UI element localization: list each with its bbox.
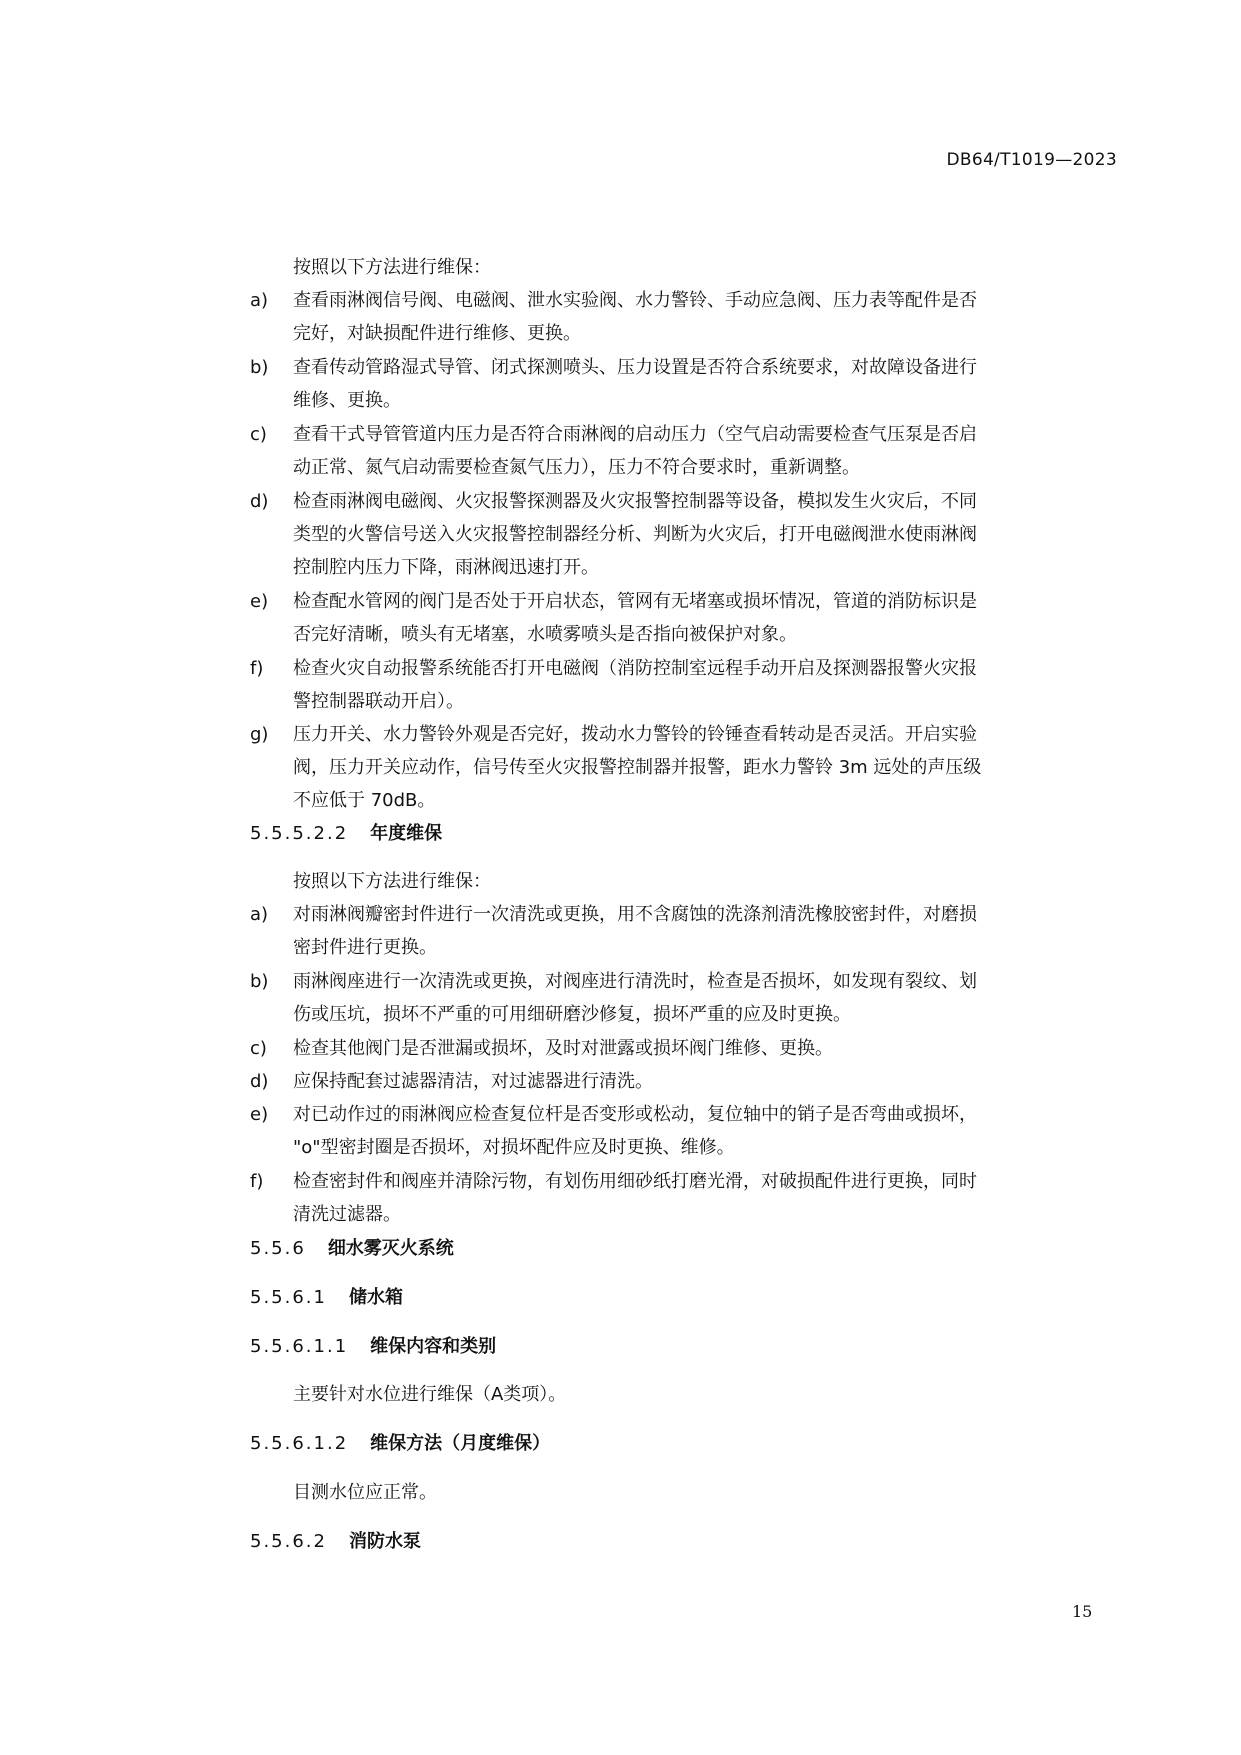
list-item-line: 控制腔内压力下降，雨淋阀迅速打开。	[293, 557, 599, 578]
list-item	[250, 1098, 1130, 1164]
list-item	[250, 284, 1130, 350]
list-marker: g)	[250, 724, 269, 745]
list-marker: d)	[250, 1071, 269, 1092]
list-marker: f)	[250, 1171, 264, 1192]
list-item-line: 应保持配套过滤器清洁，对过滤器进行清洗。	[293, 1071, 653, 1092]
list-item-line: 检查火灾自动报警系统能否打开电磁阀（消防控制室远程手动开启及探测器报警火灾报	[293, 658, 977, 679]
list-item	[250, 652, 1130, 718]
paragraph: 目测水位应正常。	[293, 1482, 437, 1503]
list-item-line: 对已动作过的雨淋阀应检查复位杆是否变形或松动，复位轴中的销子是否弯曲或损坏，	[293, 1104, 977, 1125]
section-title: 消防水泵	[348, 1531, 421, 1552]
list-marker: c)	[250, 1038, 267, 1059]
list-item-line: 阀，压力开关应动作，信号传至火灾报警控制器并报警，距水力警铃 3m 远处的声压级	[293, 757, 982, 778]
section2-intro: 按照以下方法进行维保：	[293, 871, 491, 892]
section-number: 5.5.6.1	[250, 1287, 327, 1308]
list-item-line: 动正常、氮气启动需要检查氮气压力），压力不符合要求时，重新调整。	[293, 457, 860, 478]
list-item-line: 不应低于 70dB。	[293, 790, 436, 811]
list-item-line: 查看传动管路湿式导管、闭式探测喷头、压力设置是否符合系统要求，对故障设备进行	[293, 357, 977, 378]
section-heading	[250, 1232, 454, 1265]
list-item	[250, 418, 1130, 484]
section-heading	[250, 1525, 421, 1558]
list-item-line: 检查配水管网的阀门是否处于开启状态，管网有无堵塞或损坏情况，管道的消防标识是	[293, 591, 977, 612]
list-marker: a)	[250, 904, 269, 925]
list-marker: e)	[250, 591, 269, 612]
list-item-line: 检查密封件和阀座并清除污物，有划伤用细砂纸打磨光滑，对破损配件进行更换，同时	[293, 1171, 977, 1192]
list-item-line: 雨淋阀座进行一次清洗或更换，对阀座进行清洗时，检查是否损坏，如发现有裂纹、划	[293, 971, 977, 992]
list-marker: e)	[250, 1104, 269, 1125]
list-item-line: 压力开关、水力警铃外观是否完好，拨动水力警铃的铃锤查看转动是否灵活。开启实验	[293, 724, 977, 745]
section-number: 5.5.6.2	[250, 1531, 327, 1552]
list-item	[250, 1032, 1130, 1065]
list-item-line: 完好，对缺损配件进行维修、更换。	[293, 323, 581, 344]
list-marker: d)	[250, 491, 269, 512]
list-item	[250, 585, 1130, 651]
list-item-line: 对雨淋阀瓣密封件进行一次清洗或更换，用不含腐蚀的洗涤剂清洗橡胶密封件，对磨损	[293, 904, 977, 925]
header-code: DB64/T1019—2023	[946, 150, 1117, 170]
section-heading	[250, 1427, 550, 1460]
list-item-line: 密封件进行更换。	[293, 937, 437, 958]
section-number: 5.5.5.2.2	[250, 823, 349, 844]
list-item	[250, 351, 1130, 417]
section-title: 维保内容和类别	[370, 1336, 497, 1357]
section-title: 细水雾灭火系统	[327, 1238, 454, 1259]
list-marker: b)	[250, 971, 269, 992]
section-heading	[250, 1281, 403, 1314]
page-number: 15	[1072, 1602, 1093, 1621]
list-item-line: 查看雨淋阀信号阀、电磁阀、泄水实验阀、水力警铃、手动应急阀、压力表等配件是否	[293, 290, 977, 311]
section-title: 年度维保	[370, 823, 443, 844]
section-heading	[250, 817, 442, 850]
section-number: 5.5.6	[250, 1238, 306, 1259]
list-item	[250, 898, 1130, 964]
list-item-line: 警控制器联动开启）。	[293, 691, 464, 712]
list-item	[250, 718, 1130, 817]
section-heading	[250, 1330, 496, 1363]
list-item-line: 维修、更换。	[293, 390, 401, 411]
list-marker: b)	[250, 357, 269, 378]
section-number: 5.5.6.1.2	[250, 1433, 349, 1454]
list-item-line: 检查雨淋阀电磁阀、火灾报警探测器及火灾报警控制器等设备，模拟发生火灾后，不同	[293, 491, 977, 512]
list-item-line: 类型的火警信号送入火灾报警控制器经分析、判断为火灾后，打开电磁阀泄水使雨淋阀	[293, 524, 977, 545]
list-item-line: 检查其他阀门是否泄漏或损坏，及时对泄露或损坏阀门维修、更换。	[293, 1038, 833, 1059]
section-title: 维保方法（月度维保）	[370, 1433, 551, 1454]
paragraph: 主要针对水位进行维保（A类项）。	[293, 1384, 567, 1405]
list-item-line: 否完好清晰，喷头有无堵塞，水喷雾喷头是否指向被保护对象。	[293, 624, 797, 645]
list-item	[250, 1165, 1130, 1231]
list-item	[250, 485, 1130, 584]
list-marker: c)	[250, 424, 267, 445]
list-marker: f)	[250, 658, 264, 679]
list-item	[250, 1065, 1130, 1098]
list-item-line: 查看干式导管管道内压力是否符合雨淋阀的启动压力（空气启动需要检查气压泵是否启	[293, 424, 977, 445]
list-marker: a)	[250, 290, 269, 311]
list-item-line: 清洗过滤器。	[293, 1204, 401, 1225]
list-item	[250, 965, 1130, 1031]
list-item-line: 伤或压坑，损坏不严重的可用细研磨沙修复，损坏严重的应及时更换。	[293, 1004, 851, 1025]
section-number: 5.5.6.1.1	[250, 1336, 349, 1357]
section1-intro: 按照以下方法进行维保：	[293, 257, 491, 278]
section-title: 储水箱	[348, 1287, 403, 1308]
list-item-line: "o"型密封圈是否损坏，对损坏配件应及时更换、维修。	[293, 1137, 735, 1158]
